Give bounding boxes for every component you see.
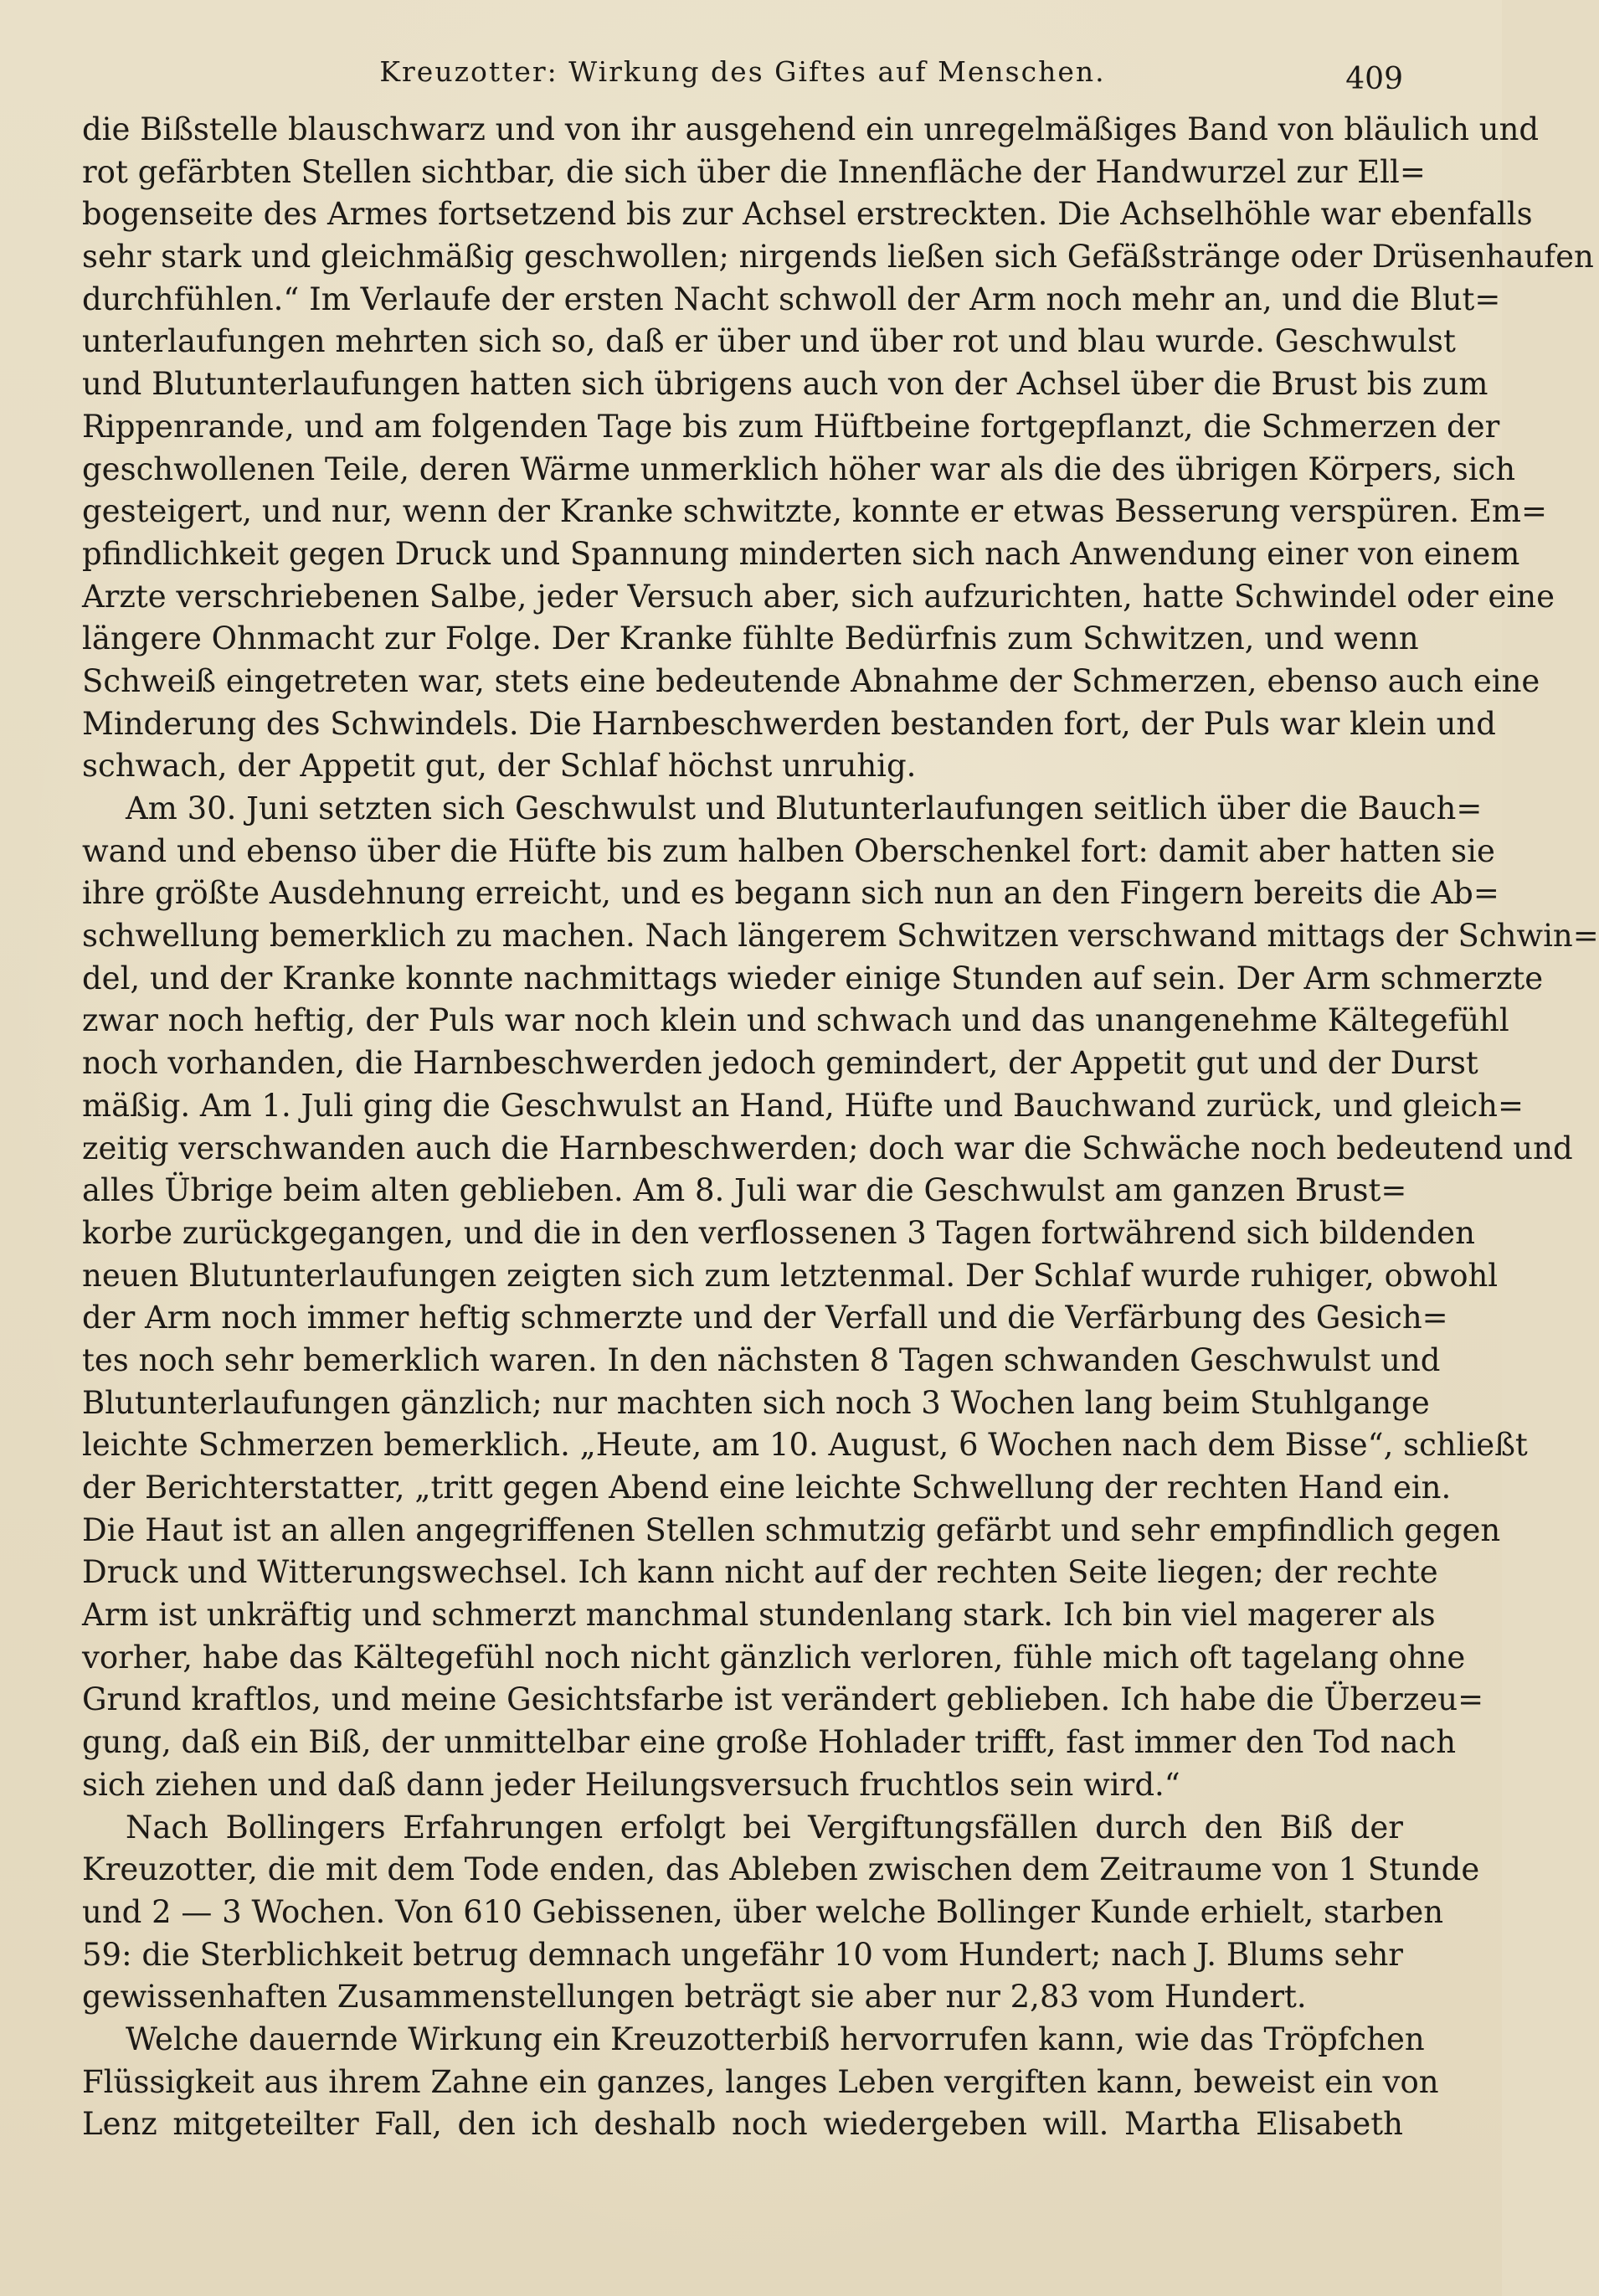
text-line: die Bißstelle blauschwarz und von ihr ausgehend ein unregelmäßiges Band von bläulich und: [82, 111, 1540, 147]
text-line: Minderung des Schwindels. Die Harnbeschwerden bestanden fort, der Puls war klein und: [82, 705, 1496, 742]
text-line: wand und ebenso über die Hüfte bis zum halben Oberschenkel fort: damit aber hatten sie: [82, 832, 1495, 869]
text-line: Druck und Witterungswechsel. Ich kann nicht auf der rechten Seite liegen; der rechte: [82, 1554, 1438, 1591]
text-line: Arm ist unkräftig und schmerzt manchmal stundenlang stark. Ich bin viel magerer als: [82, 1597, 1436, 1634]
text-line: Blutunterlaufungen gänzlich; nur machten sich noch 3 Wochen lang beim Stuhlgange: [82, 1384, 1430, 1421]
text-line: und Blutunterlaufungen hatten sich übrigens auch von der Achsel über die Brust bis zum: [82, 366, 1488, 403]
text-line: vorher, habe das Kältegefühl noch nicht gänzlich verloren, fühle mich oft tagelang ohne: [82, 1639, 1466, 1676]
text-line: ihre größte Ausdehnung erreicht, und es begann sich nun an den Fingern bereits die Ab=: [82, 875, 1499, 912]
text-line: der Berichterstatter, „tritt gegen Abend eine leichte Schwellung der rechten Hand ein.: [82, 1470, 1452, 1506]
page-header: [82, 50, 1403, 100]
text-line: tes noch sehr bemerklich waren. In den nächsten 8 Tagen schwanden Geschwulst und: [82, 1341, 1441, 1378]
text-line: Welche dauernde Wirkung ein Kreuzotterbiß hervorrufen kann, wie das Tröpfchen: [126, 2021, 1425, 2057]
text-line: zwar noch heftig, der Puls war noch klein und schwach und das unangenehme Kältegefühl: [82, 1002, 1509, 1039]
text-line: leichte Schmerzen bemerklich. „Heute, am 10. August, 6 Wochen nach dem Bisse“, schließt: [82, 1427, 1528, 1464]
text-line: längere Ohnmacht zur Folge. Der Kranke fühlte Bedürfnis zum Schwitzen, und wenn: [82, 620, 1419, 657]
text-line: pfindlichkeit gegen Druck und Spannung minderten sich nach Anwendung einer von einem: [82, 535, 1520, 572]
text-line: schwellung bemerklich zu machen. Nach längerem Schwitzen verschwand mittags der Schwin=: [82, 918, 1599, 955]
text-line: mäßig. Am 1. Juli ging die Geschwulst an Hand, Hüfte und Bauchwand zurück, und gleich=: [82, 1087, 1524, 1124]
text-line: der Arm noch immer heftig schmerzte und der Verfall und die Verfärbung des Gesich=: [82, 1300, 1448, 1336]
text-line: sehr stark und gleichmäßig geschwollen; nirgends ließen sich Gefäßstränge oder Drüsenhaufen: [82, 239, 1594, 275]
text-line: durchfühlen.“ Im Verlaufe der ersten Nacht schwoll der Arm noch mehr an, und die Blut=: [82, 281, 1501, 317]
text-line: Arzte verschriebenen Salbe, jeder Versuch aber, sich aufzurichten, hatte Schwindel oder eine: [82, 578, 1555, 615]
text-line: zeitig verschwanden auch die Harnbeschwerden; doch war die Schwäche noch bedeutend und: [82, 1130, 1573, 1166]
text-line: sich ziehen und daß dann jeder Heilungsversuch fruchtlos sein wird.“: [82, 1766, 1180, 1803]
text-line: gung, daß ein Biß, der unmittelbar eine große Hohlader trifft, fast immer den Tod nach: [82, 1724, 1457, 1761]
text-line: Flüssigkeit aus ihrem Zahne ein ganzes, langes Leben vergiften kann, beweist ein von: [82, 2063, 1439, 2100]
text-line: 59: die Sterblichkeit betrug demnach ungefähr 10 vom Hundert; nach J. Blums sehr: [82, 1936, 1403, 1973]
text-line: Am 30. Juni setzten sich Geschwulst und Blutunterlaufungen seitlich über die Bauch=: [126, 790, 1483, 826]
text-line: und 2 — 3 Wochen. Von 610 Gebissenen, über welche Bollinger Kunde erhielt, starben: [82, 1893, 1444, 1930]
body-text: [82, 109, 1599, 2146]
text-line: bogenseite des Armes fortsetzend bis zur Achsel erstreckten. Die Achselhöhle war ebenfalls: [82, 196, 1533, 233]
text-line: noch vorhanden, die Harnbeschwerden jedoch gemindert, der Appetit gut und der Durst: [82, 1045, 1478, 1082]
text-line: korbe zurückgegangen, und die in den verflossenen 3 Tagen fortwährend sich bildenden: [82, 1214, 1475, 1251]
text-line: alles Übrige beim alten geblieben. Am 8. Juli war die Geschwulst am ganzen Brust=: [82, 1172, 1407, 1209]
text-line: Nach Bollingers Erfahrungen erfolgt bei Vergiftungsfällen durch den Biß der: [126, 1809, 1403, 1846]
text-line: unterlaufungen mehrten sich so, daß er über und über rot und blau wurde. Geschwulst: [82, 323, 1456, 360]
text-line: neuen Blutunterlaufungen zeigten sich zum letztenmal. Der Schlaf wurde ruhiger, obwohl: [82, 1257, 1499, 1294]
page-number: 409: [1345, 62, 1403, 96]
text-line: gesteigert, und nur, wenn der Kranke schwitzte, konnte er etwas Besserung verspüren. Em=: [82, 493, 1547, 530]
text-line: Die Haut ist an allen angegriffenen Stellen schmutzig gefärbt und sehr empfindlich gegen: [82, 1511, 1501, 1548]
running-head: Kreuzotter: Wirkung des Giftes auf Menschen.: [379, 55, 1106, 88]
text-line: Rippenrande, und am folgenden Tage bis zum Hüftbeine fortgepflanzt, die Schmerzen der: [82, 408, 1500, 445]
text-line: geschwollenen Teile, deren Wärme unmerklich höher war als die des übrigen Körpers, sich: [82, 450, 1516, 487]
text-line: Kreuzotter, die mit dem Tode enden, das Ableben zwischen dem Zeitraume von 1 Stunde: [82, 1851, 1480, 1888]
text-line: del, und der Kranke konnte nachmittags wieder einige Stunden auf sein. Der Arm schmerzte: [82, 960, 1544, 996]
text-line: Schweiß eingetreten war, stets eine bedeutende Abnahme der Schmerzen, ebenso auch eine: [82, 662, 1540, 699]
text-line: Lenz mitgeteilter Fall, den ich deshalb noch wiedergeben will. Martha Elisabeth: [82, 2106, 1403, 2143]
text-line: Grund kraftlos, und meine Gesichtsfarbe ist verändert geblieben. Ich habe die Überzeu=: [82, 1681, 1484, 1718]
text-line: schwach, der Appetit gut, der Schlaf höchst unruhig.: [82, 748, 917, 785]
text-line: gewissenhaften Zusammenstellungen beträgt sie aber nur 2,83 vom Hundert.: [82, 1979, 1307, 2015]
text-line: rot gefärbten Stellen sichtbar, die sich über die Innenfläche der Handwurzel zur Ell=: [82, 153, 1426, 190]
